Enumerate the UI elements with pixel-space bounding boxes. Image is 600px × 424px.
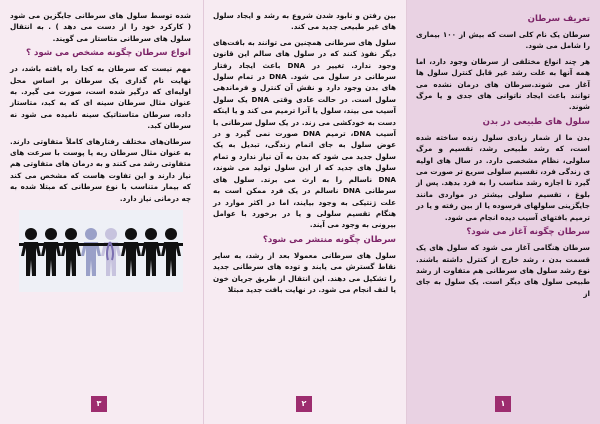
paragraph: سرطان یک نام کلی است که بیش از ۱۰۰ بیماری را شامل می شود. [416, 30, 590, 51]
heading-normal-cells: سلول های طبیعی در بدن [482, 116, 590, 127]
page-number: ۲ [296, 396, 312, 412]
panel-2 [203, 0, 406, 424]
panel-divider [203, 0, 204, 424]
paragraph: بدن ما از شمار زیادی سلول زنده ساخته شده است، که رشد طبیعی رشد، تقسیم و مرگ سلولی، نظام مشخصی دارد. در سال های اولیه ی زندگی فرد، تقسیم سلولی سریع تر صورت می گیرد تا اجازه رشد مناسب را به فرد بدهد. پس از بلوغ ، تقسیم سلولی بیشتر در مواردی مانند جایگزینی سلولهای فرسوده یا از بین رفته و یا در ترمیم بافتهای آسیب دیده انجام می شود. [416, 132, 590, 222]
paragraph: هر چند انواع مختلفی از سرطان وجود دارد، اما همه آنها به علت رشد غیر قابل کنترل سلول ها آغاز می شوند.سرطان های درمان نشده می توانند باعث ایجاد ناتوانی های جدی و یا مرگ شوند. [416, 56, 590, 112]
page-number: ۱ [495, 396, 511, 412]
paragraph: بین رفتن و نابود شدن شروع به رشد و ایجاد سلول های غیر طبیعی جدید می کند. [213, 11, 396, 32]
paragraph: سرطان هنگامی آغاز می شود که سلول های یک قسمت بدن ، رشد خارج از کنترل داشته باشند. نوع رشد سلول های سرطانی هم متفاوت از رشد طبیعی سلول های دیگر است. یک سلول به جای از [416, 243, 590, 298]
paragraph: مهم نیست که سرطان به کجا راه یافته باشد، در نهایت نام گذاری یک سرطان بر اساس محل اولیه‌ای که درگیر شده است، صورت می گیرد. به عنوان مثال سرطان سینه ای که به کبد، متاستاز داده، سرطان متاستاتیک سینه نامیده می شود نه سرطان کبد. [10, 64, 191, 131]
panel-divider [406, 0, 407, 424]
paragraph: سرطان‌های مختلف رفتارهای کاملاً متفاوتی دارند. به عنوان مثال سرطان ریه یا پوست با سرعت های متفاوتی رشد می کنند و به درمان های متفاوتی هم نیاز دارند و این تفاوت هاست که مشخص می کند که بیمار متناسب با نوع سرطانی که مبتلا شده به چه درمانی نیاز دارد. [10, 136, 191, 203]
heading-how-cancer-starts: سرطان چگونه آغاز می شود؟ [466, 227, 590, 238]
paragraph: سلول های سرطانی همچنین می توانند به بافت‌های دیگر نفوذ کنند که در سلول های سالم این قانون وجود ندارد. تغییر در DNA باعث ایجاد رفتار سرطانی در سلول می شود. DNA در تمام سلول های بدن وجود دارد و نقش آن کنترل و فرماندهی سلول است. در حالت عادی وقتی DNA یک سلول آسیب می بیند، سلول یا آنرا ترمیم می کند و یا اینکه دست به خودکشی می زند. در یک سلول سرطانی با آسیب DNA، ترمیم DNA صورت نمی گیرد و در عوض سلول به جای اتمام زندگی، تبدیل به یک سلول جدید می شود که بدن به آن نیاز ندارد و تمام سلول های جدید که از این سلول تولید می شوند، DNA ناسالم را به ارث می برند. سلول های سرطانی DNA ناسالم در یک فرد ممکن است به علت ژنتیکی به وجود بیایند، اما در اکثر موارد در هنگام تقسیم سلولی و یا در برخورد با عوامل بیرونی به وجود می آیند. [213, 37, 397, 230]
heading-cancer-types: انواع سرطان چگونه مشخص می شود ؟ [25, 48, 191, 59]
paragraph: شده توسط سلول های سرطانی جایگزین می شود ( کارکرد خود را از دست می دهد ) . به انتقال سلول های سرطانی متاستاز می گویند. [10, 11, 191, 43]
page-number: ۳ [91, 396, 107, 412]
panel-1 [406, 0, 600, 424]
paper-people-chain-image [19, 210, 183, 292]
panel-3 [0, 0, 203, 424]
heading-cancer-definition: تعریف سرطان [527, 14, 590, 24]
paragraph: سلول های سرطانی معمولا بعد از رشد، به سایر نقاط گسترش می یابند و توده های سرطانی جدید را تشکیل می دهند. این انتقال از طریق جریان خون یا لنف انجام می شود. در نهایت بافت جدید مبتلا [213, 250, 396, 294]
heading-how-cancer-spreads: سرطان چگونه منتشر می شود؟ [262, 234, 396, 245]
